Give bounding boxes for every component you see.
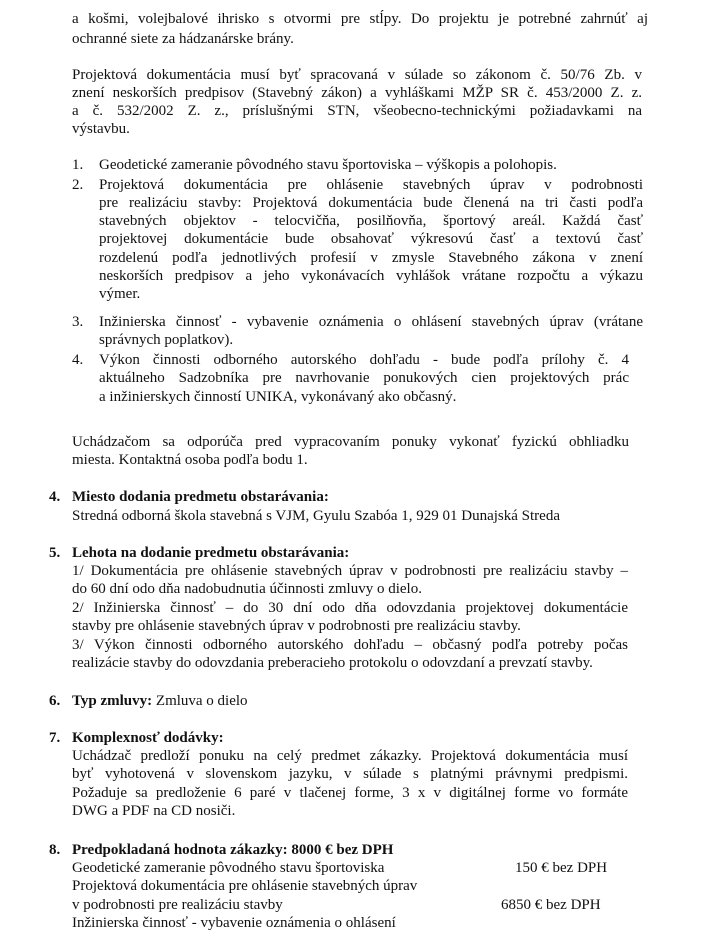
list-num-4: 4. bbox=[72, 352, 84, 368]
advice-line-2: miesta. Kontaktná osoba podľa bodu 1. bbox=[72, 452, 308, 468]
price-row-2-label-2: v podrobnosti pre realizáciu stavby bbox=[72, 897, 283, 913]
price-row-1-label: Geodetické zameranie pôvodného stavu športoviska bbox=[72, 860, 385, 876]
section-5-number: 5. bbox=[49, 545, 61, 561]
list-item-2-line-1: Projektová dokumentácia pre ohlásenie stavebných úprav v podrobnosti bbox=[99, 177, 643, 193]
section-5-line-2: do 60 dní odo dňa nadobudnutia účinnosti zmluvy o dielo. bbox=[72, 581, 422, 597]
section-4-line-1: Stredná odborná škola stavebná s VJM, Gyulu Szabóa 1, 929 01 Dunajská Streda bbox=[72, 508, 560, 524]
advice-line-1: Uchádzačom sa odporúča pred vypracovaním ponuky vykonať fyzickú obhliadku bbox=[72, 434, 629, 450]
doc-line-4: výstavbu. bbox=[72, 121, 130, 137]
section-6-title: Typ zmluvy: bbox=[72, 693, 153, 709]
price-row-3-label-1: Inžinierska činnosť - vybavenie oznámenia o ohlásení bbox=[72, 915, 396, 931]
list-item-4-line-1: Výkon činnosti odborného autorského dohľadu - bude podľa prílohy č. 4 bbox=[99, 352, 629, 368]
list-item-2-line-3: stavebných objektov - telocvičňa, posilňovňa, športový areál. Každá časť bbox=[99, 213, 643, 229]
list-item-2-line-4: projektovej dokumentácie bude obsahovať výkresovú časť a textovú časť bbox=[99, 231, 643, 247]
price-row-1-value: 150 € bez DPH bbox=[515, 860, 608, 876]
list-item-3-line-2: správnych poplatkov). bbox=[99, 332, 234, 348]
list-item-3-line-1: Inžinierska činnosť - vybavenie oznámenia o ohlásení stavebných úprav (vrátane bbox=[99, 314, 643, 330]
section-7-line-1: Uchádzač predloží ponuku na celý predmet zákazky. Projektová dokumentácia musí bbox=[72, 748, 628, 764]
section-5-title: Lehota na dodanie predmetu obstarávania: bbox=[72, 545, 350, 561]
list-num-3: 3. bbox=[72, 314, 84, 330]
section-5-line-4: stavby pre ohlásenie stavebných úprav v podrobnosti pre realizáciu stavby. bbox=[72, 618, 521, 634]
list-item-1-line-1: Geodetické zameranie pôvodného stavu športoviska – výškopis a polohopis. bbox=[99, 157, 557, 173]
section-4-title: Miesto dodania predmetu obstarávania: bbox=[72, 489, 329, 505]
list-item-2-line-2: pre realizáciu stavby: Projektová dokumentácia bude členená na tri časti podľa bbox=[99, 195, 643, 211]
section-8-number: 8. bbox=[49, 842, 61, 858]
doc-line-3: a č. 532/2002 Z. z., príslušnými STN, všeobecno-technickými požiadavkami na bbox=[72, 103, 642, 119]
section-5-line-3: 2/ Inžinierska činnosť – do 30 dní odo dňa odovzdania projektovej dokumentácie bbox=[72, 600, 628, 616]
list-item-4-line-3: a inžinierskych činností UNIKA, vykonávaný ako občasný. bbox=[99, 389, 457, 405]
section-5-line-6: realizácie stavby do odovzdania preberacieho protokolu o odovzdaní a prevzatí stavby. bbox=[72, 655, 593, 671]
list-num-2: 2. bbox=[72, 177, 84, 193]
section-5-line-1: 1/ Dokumentácia pre ohlásenie stavebných úprav v podrobnosti pre realizáciu stavby – bbox=[72, 563, 628, 579]
doc-line-1: Projektová dokumentácia musí byť spracovaná v súlade so zákonom č. 50/76 Zb. v bbox=[72, 67, 642, 83]
list-item-2-line-6: neskorších predpisov a jeho vykonávacích vyhlášok vrátane rozpočtu a výkazu bbox=[99, 268, 643, 284]
section-7-line-4: DWG a PDF na CD nosiči. bbox=[72, 803, 236, 819]
section-7-title: Komplexnosť dodávky: bbox=[72, 730, 224, 746]
intro-line-2: ochranné siete za hádzanárske brány. bbox=[72, 31, 294, 47]
section-4-number: 4. bbox=[49, 489, 61, 505]
section-8-title: Predpokladaná hodnota zákazky: 8000 € bez DPH bbox=[72, 842, 394, 858]
intro-line-1: a košmi, volejbalové ihrisko s otvormi pre stĺpy. Do projektu je potrebné zahrnúť aj bbox=[72, 11, 648, 27]
section-7-number: 7. bbox=[49, 730, 61, 746]
section-7-line-3: Požaduje sa predloženie 6 paré v tlačenej forme, 3 x v digitálnej forme vo formáte bbox=[72, 785, 628, 801]
price-row-2-value: 6850 € bez DPH bbox=[501, 897, 601, 913]
list-num-1: 1. bbox=[72, 157, 84, 173]
section-7-line-2: byť vyhotovená v slovenskom jazyku, v súlade s platnými právnymi predpismi. bbox=[72, 766, 628, 782]
list-item-4-line-2: aktuálneho Sadzobníka pre navrhovanie ponukových cien projektových prác bbox=[99, 370, 629, 386]
doc-line-2: znení neskorších predpisov (Stavebný zákon) a vyhláškami MŽP SR č. 453/2000 Z. z. bbox=[72, 85, 642, 101]
section-6-number: 6. bbox=[49, 693, 61, 709]
section-5-line-5: 3/ Výkon činnosti odborného autorského dohľadu – občasný podľa potreby počas bbox=[72, 637, 628, 653]
price-row-2-label-1: Projektová dokumentácia pre ohlásenie stavebných úprav bbox=[72, 878, 418, 894]
list-item-2-line-7: výmer. bbox=[99, 286, 141, 302]
section-6-value: Zmluva o dielo bbox=[152, 693, 248, 709]
section-6-line bbox=[72, 692, 248, 710]
list-item-2-line-5: rozdelenú podľa jednotlivých profesií v zmysle Stavebného zákona v znení bbox=[99, 250, 643, 266]
